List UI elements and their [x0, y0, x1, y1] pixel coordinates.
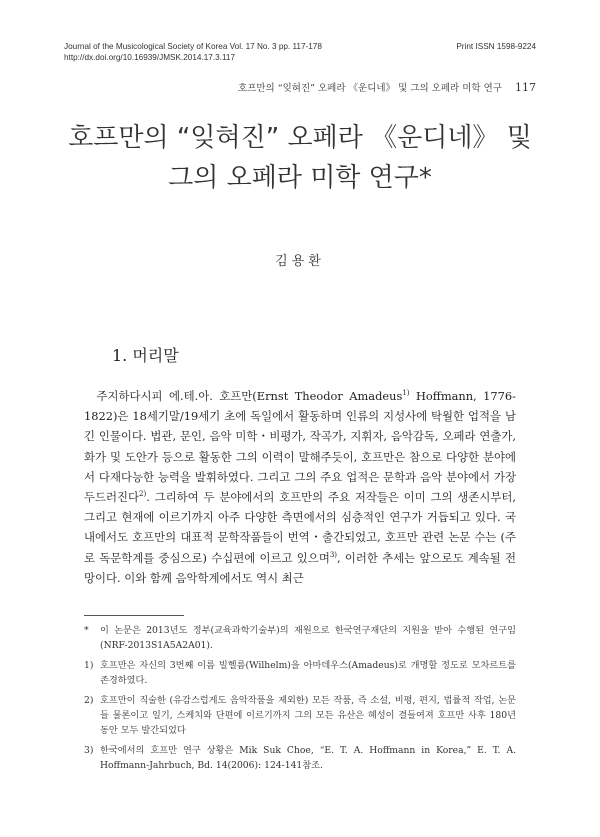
page-number: 117: [515, 81, 536, 94]
footnote-ref-2[interactable]: 2): [139, 490, 147, 499]
footnote-mark: 3): [84, 745, 94, 757]
title-line-2: 그의 오페라 미학 연구*: [168, 163, 432, 193]
footnote-text: 이 논문은 2013년도 정부(교육과학기술부)의 재원으로 한국연구재단의 지원을 받아 수행된 연구임(NRF-2013S1A5A2A01).: [100, 625, 516, 651]
footnote-list: [84, 624, 516, 779]
footnote-item: [84, 624, 516, 653]
section-heading: 1. 머리말: [112, 346, 179, 365]
footnote-item: [84, 659, 516, 688]
doi-line[interactable]: http://dx.doi.org/10.16939/JMSK.2014.17.3.117: [64, 52, 235, 62]
footnote-text: 호프만이 직술한 (유감스럽게도 음악작품을 제외한) 모든 작품, 즉 소설, 비평, 편지, 법률적 작업, 논문 들 물론이고 일기, 스케치와 단편에 이르기까지 그의 모든 유산은 혜성이 결들여져 호프만 사후 180년 동안 모두 발간되었다: [100, 695, 516, 736]
footnote-mark: 1): [84, 660, 94, 672]
footnote-ref-1[interactable]: 1): [402, 389, 410, 398]
body-text-a: 주지하다시피 에.테.아. 호프만(Ernst Theodor Amadeus: [96, 389, 403, 403]
journal-citation: [64, 42, 322, 63]
title-line-1: 호프만의 “잊혀진” 오페라 《운디네》 및: [68, 123, 532, 153]
footnote-text: 호프만은 자신의 3번째 이름 빌헬름(Wilhelm)을 아마데우스(Amadeus)로 개명할 정도로 모차르트를 존경하였다.: [100, 660, 516, 686]
footnote-item: [84, 744, 516, 773]
footnote-text: 한국에서의 호프만 연구 상황은 Mik Suk Choe, “E. T. A. Hoffmann in Korea,” E. T. A. Hoffmann-Jahrbuch, Bd. 14(2006): 124-141참조.: [100, 745, 516, 771]
footnote-mark: *: [84, 625, 89, 636]
footnote-item: [84, 694, 516, 738]
body-text-b: Hoffmann, 1776-1822)은 18세기말/19세기 초에 독일에서 활동하며 인류의 지성사에 탁월한 업적을 남긴 인물이다. 법관, 문인, 음악 미학・비평가, 작곡가, 지휘자, 음악감독, 오페라 연출가, 화가 및 도안가 등으로 활동한 그의 이력이 말해주듯이, 호프만은 참으로 다양한 분야에서 다재다능한 능력을 발휘하였다. 그리고 그의 주요 업적은 문학과 음악 분야에서 가장 두드러진다: [84, 389, 516, 505]
journal-volume-line: Journal of the Musicological Society of Korea Vol. 17 No. 3 pp. 117-178: [64, 42, 322, 51]
body-text-c: . 그리하여 두 분야에서의 호프만의 주요 저작들은 이미 그의 생존시부터, 그리고 현재에 이르기까지 아주 다양한 측면에서의 심층적인 연구가 거듭되고 있다. 국내에서도 호프만의 대표적 문학작품들이 번역・출간되었고, 호프만 관련 논문 수는 (주로 독문학계를 중심으로) 수십편에 이르고 있으며: [84, 490, 516, 565]
footnote-divider: [84, 615, 184, 616]
body-paragraph: [84, 386, 516, 588]
body-text-d: , 이러한 추세는 앞으로도 계속될 전망이다. 이와 함께 음악학계에서도 역시 최근: [84, 550, 516, 585]
issn-label: Print ISSN 1598-9224: [456, 42, 536, 51]
footnote-mark: 2): [84, 695, 94, 707]
author-name: 김용환: [275, 254, 325, 269]
footnote-ref-3[interactable]: 3): [329, 550, 338, 559]
running-title: 호프만의 “잊혀진” 오페라 《운디네》 및 그의 오페라 미학 연구: [238, 83, 502, 94]
article-title: [60, 118, 540, 198]
running-header: [238, 80, 536, 94]
